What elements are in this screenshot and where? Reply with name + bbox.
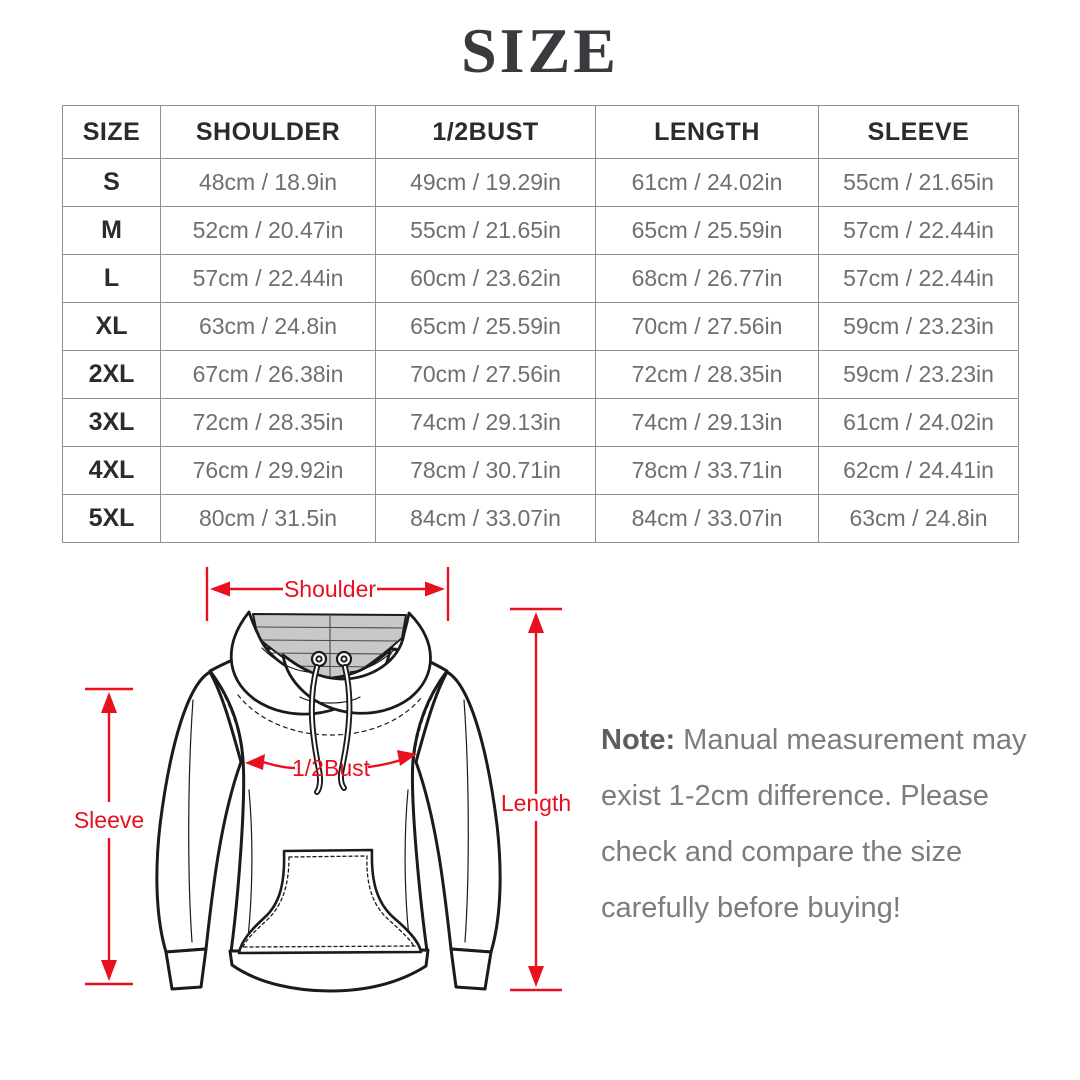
size-cell: XL (63, 303, 161, 351)
length-cell: 70cm / 27.56in (596, 303, 819, 351)
size-cell: M (63, 207, 161, 255)
note-line: check and compare the size (601, 836, 963, 868)
right-cuff (451, 949, 491, 989)
table-row (63, 159, 1019, 207)
length-cell: 61cm / 24.02in (596, 159, 819, 207)
sleeve-cell: 61cm / 24.02in (819, 399, 1019, 447)
shoulder-label: Shoulder (283, 576, 377, 602)
table-row (63, 399, 1019, 447)
sleeve-cell: 59cm / 23.23in (819, 303, 1019, 351)
shoulder-cell: 76cm / 29.92in (161, 447, 376, 495)
header-length: LENGTH (596, 106, 819, 159)
header-size: SIZE (63, 106, 161, 159)
size-table (62, 105, 1018, 543)
length-cell: 65cm / 25.59in (596, 207, 819, 255)
length-cell: 78cm / 33.71in (596, 447, 819, 495)
length-cell: 68cm / 26.77in (596, 255, 819, 303)
bust-cell: 84cm / 33.07in (376, 495, 596, 543)
table-row (63, 207, 1019, 255)
bust-cell: 49cm / 19.29in (376, 159, 596, 207)
right-eyelet (337, 652, 351, 666)
sleeve-cell: 57cm / 22.44in (819, 255, 1019, 303)
page-title: SIZE (461, 15, 619, 86)
size-cell: 5XL (63, 495, 161, 543)
sleeve-cell: 62cm / 24.41in (819, 447, 1019, 495)
bust-cell: 70cm / 27.56in (376, 351, 596, 399)
shoulder-measure (207, 567, 448, 621)
bust-cell: 74cm / 29.13in (376, 399, 596, 447)
hem-band (230, 950, 428, 991)
length-label: Length (500, 790, 572, 816)
left-eyelet (312, 652, 326, 666)
note-text: Manual measurement may (683, 724, 1027, 756)
shoulder-cell: 63cm / 24.8in (161, 303, 376, 351)
sleeve-measure (74, 689, 144, 984)
shoulder-cell: 48cm / 18.9in (161, 159, 376, 207)
hoodie-drawing (157, 612, 500, 991)
sleeve-cell: 55cm / 21.65in (819, 159, 1019, 207)
measurement-note (601, 712, 1031, 936)
length-cell: 72cm / 28.35in (596, 351, 819, 399)
note-line (601, 712, 1031, 768)
left-cuff (166, 949, 206, 989)
table-header-row (63, 106, 1019, 159)
size-cell: L (63, 255, 161, 303)
note-label: Note: (601, 724, 676, 756)
note-line: carefully before buying! (601, 892, 901, 924)
sleeve-label: Sleeve (73, 807, 145, 833)
sleeve-cell: 59cm / 23.23in (819, 351, 1019, 399)
length-cell: 74cm / 29.13in (596, 399, 819, 447)
shoulder-cell: 72cm / 28.35in (161, 399, 376, 447)
hoodie-measurement-diagram (60, 555, 580, 1020)
shoulder-cell: 52cm / 20.47in (161, 207, 376, 255)
length-cell: 84cm / 33.07in (596, 495, 819, 543)
size-cell: S (63, 159, 161, 207)
sleeve-cell: 63cm / 24.8in (819, 495, 1019, 543)
table-row (63, 351, 1019, 399)
table-row (63, 303, 1019, 351)
header-sleeve: SLEEVE (819, 106, 1019, 159)
table-row (63, 495, 1019, 543)
length-measure (501, 609, 571, 990)
shoulder-cell: 67cm / 26.38in (161, 351, 376, 399)
shoulder-cell: 57cm / 22.44in (161, 255, 376, 303)
bust-cell: 65cm / 25.59in (376, 303, 596, 351)
left-sleeve (157, 672, 241, 952)
note-line: exist 1-2cm difference. Please (601, 780, 989, 812)
size-cell: 4XL (63, 447, 161, 495)
right-sleeve (416, 672, 500, 952)
shoulder-cell: 80cm / 31.5in (161, 495, 376, 543)
bust-cell: 60cm / 23.62in (376, 255, 596, 303)
bust-cell: 78cm / 30.71in (376, 447, 596, 495)
size-cell: 2XL (63, 351, 161, 399)
header-halfbust: 1/2BUST (376, 106, 596, 159)
half-bust-label: 1/2Bust (292, 755, 370, 781)
table-row (63, 447, 1019, 495)
header-shoulder: SHOULDER (161, 106, 376, 159)
table-row (63, 255, 1019, 303)
size-cell: 3XL (63, 399, 161, 447)
sleeve-cell: 57cm / 22.44in (819, 207, 1019, 255)
bust-cell: 55cm / 21.65in (376, 207, 596, 255)
